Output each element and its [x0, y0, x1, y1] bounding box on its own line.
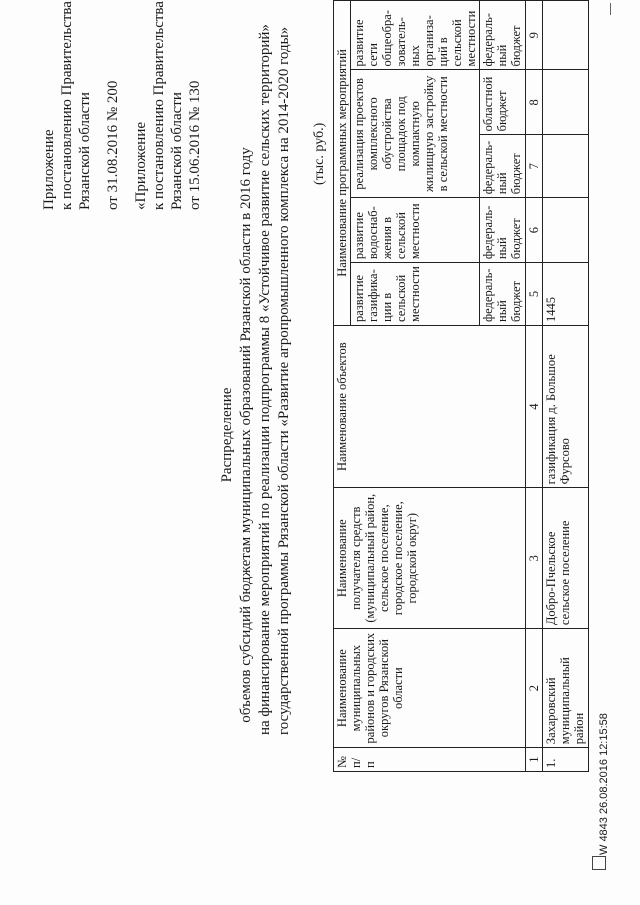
col-no-header: № п/п: [334, 748, 526, 772]
col-number: 5: [526, 263, 543, 326]
col-recipient-header: Наименование получателя средств (муниципальный район, сельское поселение, городское поселение, городской округ): [334, 488, 526, 629]
document-footer: W 4843 26.08.2016 12:15:58: [598, 713, 610, 855]
group-header: Наименование программных мероприятий: [334, 1, 351, 326]
row-compact-reg: [543, 70, 589, 135]
row-object: газификация д. Большое Фурсово: [543, 325, 589, 487]
row-gas-fed: 1445: [543, 263, 589, 326]
header-line: Приложение: [41, 129, 57, 210]
col-number: 3: [526, 488, 543, 629]
col-number: 1: [526, 748, 543, 772]
title-line: объемов субсидий бюджетам муниципальных образований Рязанской области в 2016 году: [238, 147, 254, 723]
header-line: от 15.06.2016 № 130: [187, 80, 203, 210]
sub-header-compact: реализация проектов комплексного обустройства площадок под компактную жилищную застройку в сельской местности: [351, 70, 480, 198]
title-heading: Распределение: [219, 387, 235, 483]
subsidy-table: [333, 0, 589, 772]
row-no: 1.: [543, 748, 589, 772]
budget-fed: федераль-ный бюджет: [480, 1, 526, 70]
barcode-stamp-icon: [592, 856, 606, 870]
unit-label: (тыс. руб.): [312, 122, 327, 185]
row-water-fed: [543, 198, 589, 263]
header-line: Рязанской области: [169, 92, 185, 210]
budget-reg: областной бюджет: [480, 70, 526, 135]
document-title: [218, 24, 294, 735]
title-line: государственной программы Рязанской области «Развитие агропромышленного комплекса на 2014-2020 годы»: [276, 26, 292, 735]
header-line: Рязанской области: [77, 92, 93, 210]
row-compact-fed: [543, 135, 589, 198]
col-number: 9: [526, 1, 543, 70]
col-objects-header: Наименование объектов: [334, 325, 526, 487]
sub-header-water: развитие водоснаб-жения в сельской местности: [351, 198, 480, 263]
budget-fed: федераль-ный бюджет: [480, 263, 526, 326]
col-number: 2: [526, 629, 543, 748]
row-recipient: Добро-Пчельское сельское поселение: [543, 488, 589, 629]
row-municipality: Захаровский муниципальный район: [543, 629, 589, 748]
col-number: 7: [526, 135, 543, 198]
header-line: к постановлению Правительства: [59, 1, 75, 210]
col-number: 8: [526, 70, 543, 135]
col-number: 4: [526, 325, 543, 487]
title-line: на финансирование мероприятий по реализации подпрограммы 8 «Устойчивое развитие сельских территорий»: [257, 24, 273, 735]
row-network-fed: [543, 1, 589, 70]
budget-fed: федераль-ный бюджет: [480, 198, 526, 263]
sub-header-network: развитие сети общеобра-зователь-ных организа-ций в сельской местности: [351, 1, 480, 70]
col-number: 6: [526, 198, 543, 263]
sub-header-gas: развитие газифика-ции в сельской местности: [351, 263, 480, 326]
col-municipality-header: Наименование муниципальных районов и городских округов Рязанской области: [334, 629, 526, 748]
budget-fed: федераль-ный бюджет: [480, 135, 526, 198]
appendix-header: [40, 0, 204, 210]
header-line: «Приложение: [133, 121, 149, 210]
header-line: к постановлению Правительства: [151, 1, 167, 210]
table-row: [543, 1, 589, 772]
header-line: от 31.08.2016 № 200: [105, 80, 121, 210]
